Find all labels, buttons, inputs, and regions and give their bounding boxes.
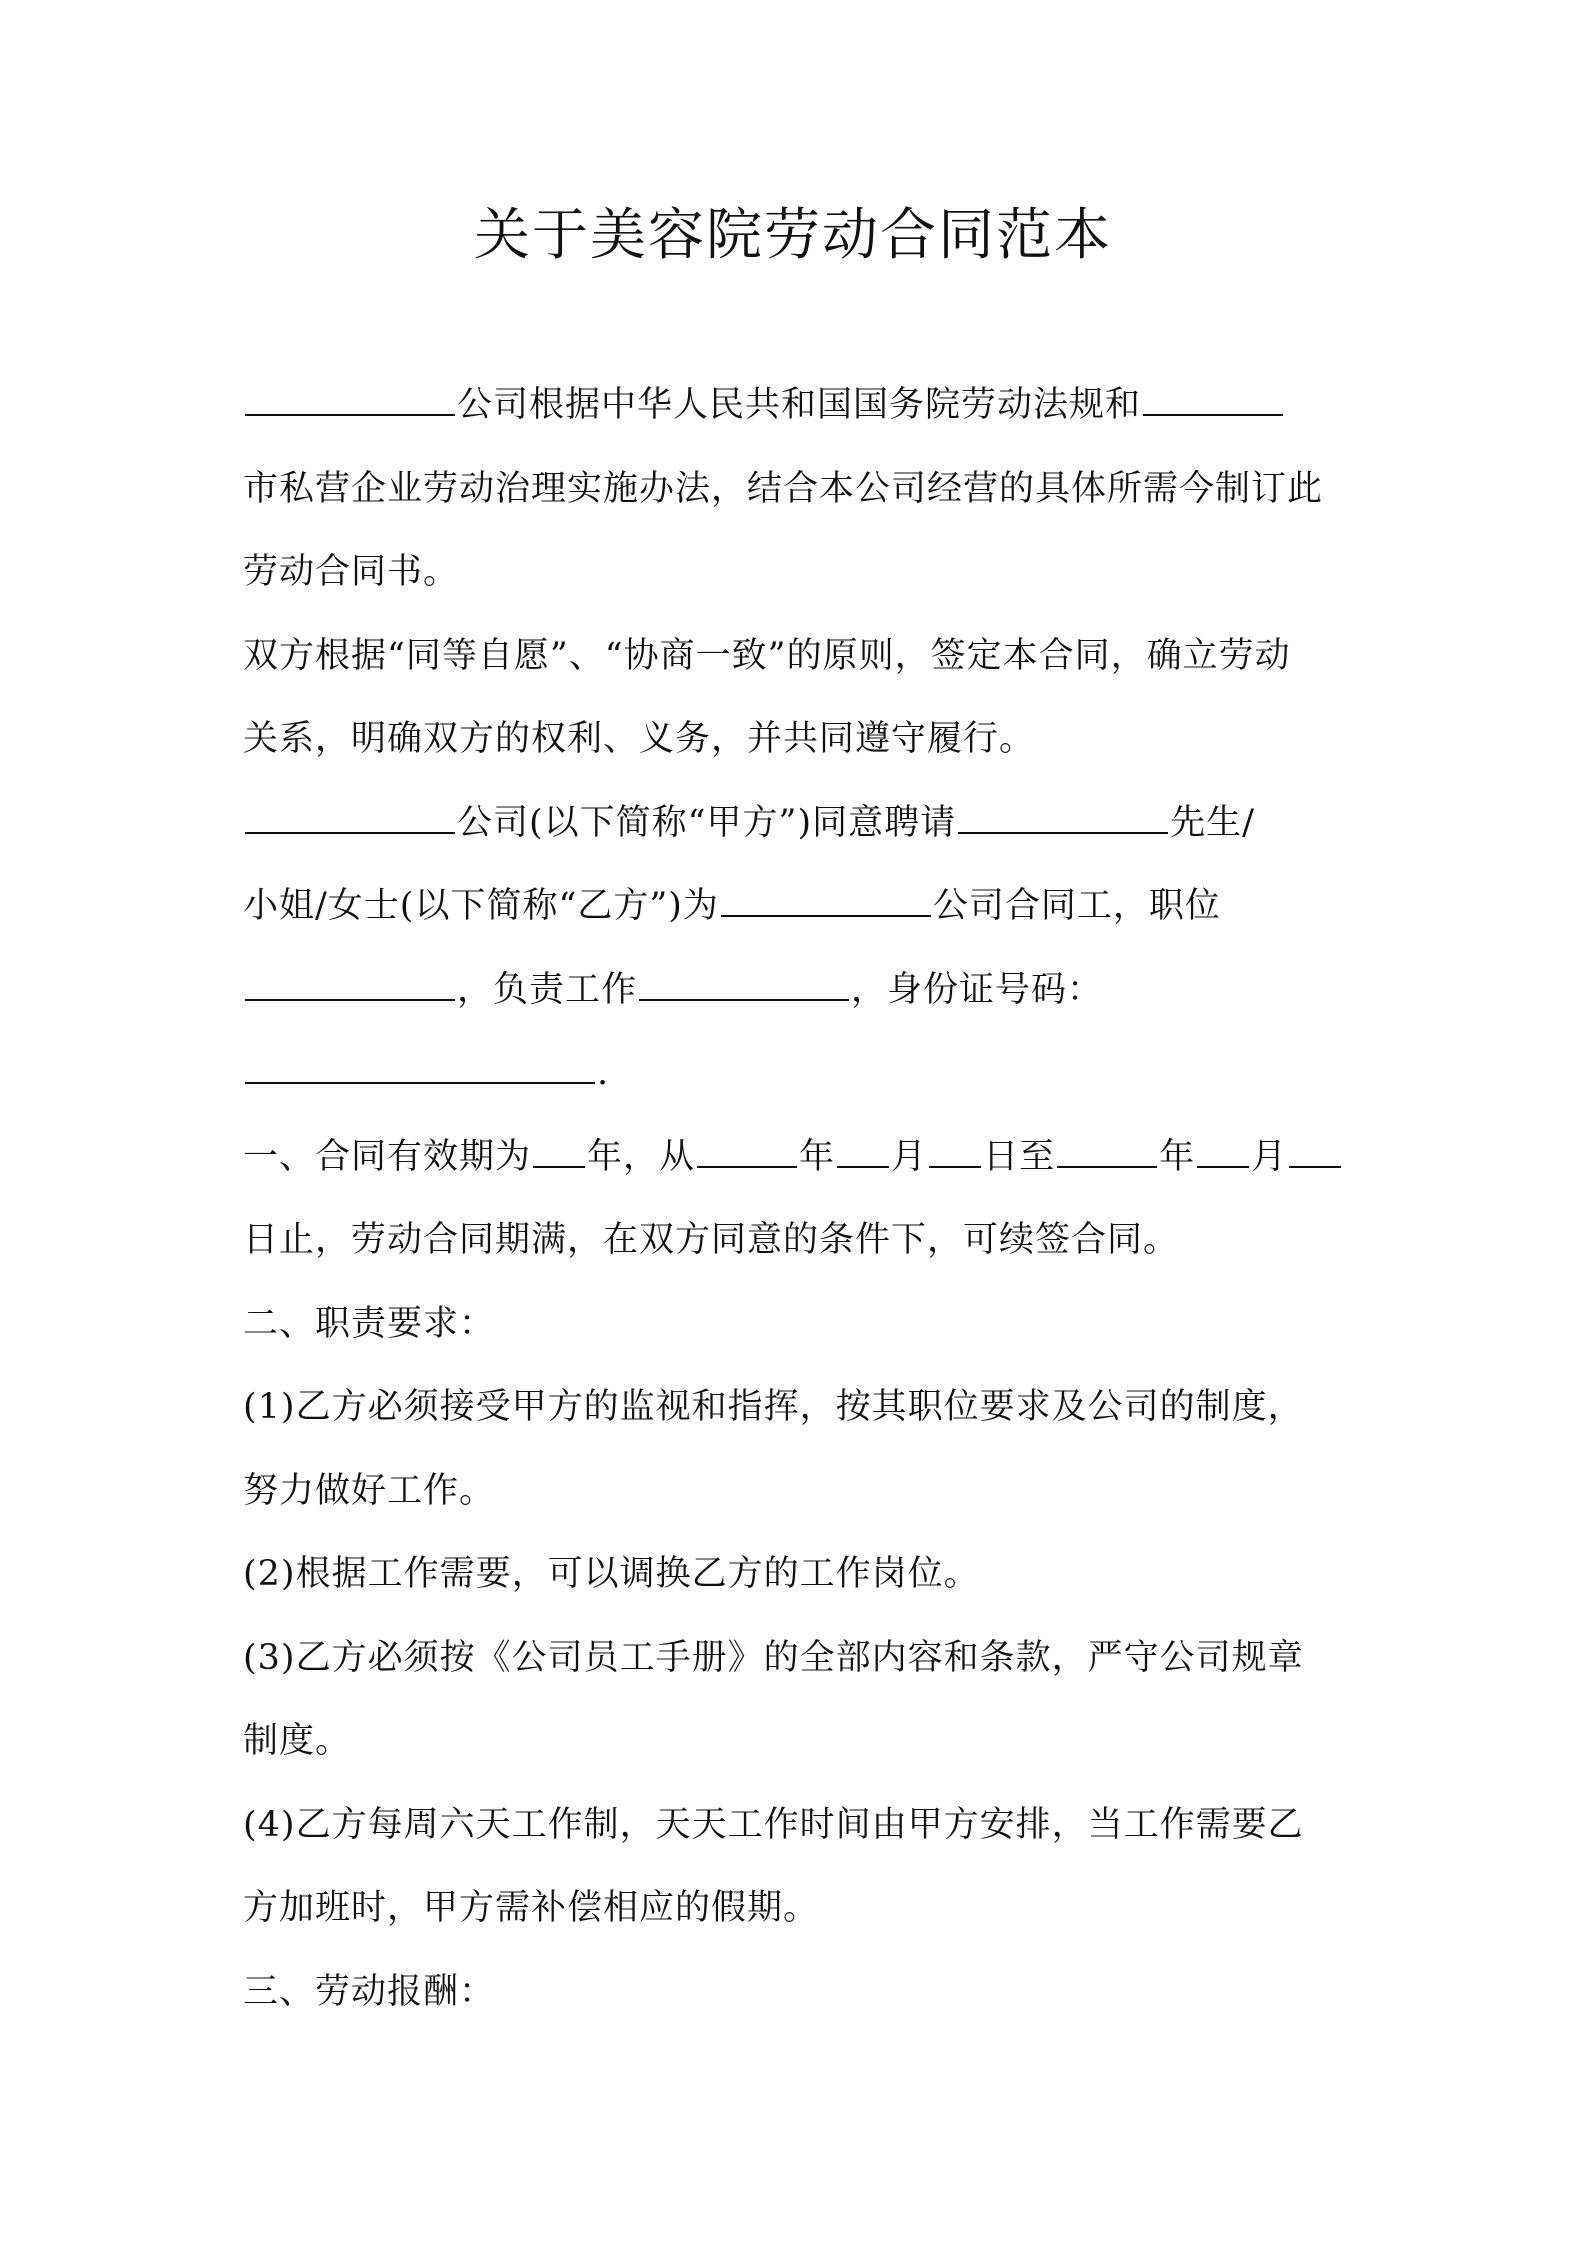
paragraph-line [243, 1199, 1363, 1283]
blank-field [245, 973, 455, 1001]
text-segment: 公司根据中华人民共和国国务院劳动法规和 [457, 385, 1142, 425]
section-heading [243, 1283, 1363, 1367]
text-segment: 公司(以下简称“甲方”)同意聘请 [457, 802, 957, 843]
blank-field [1143, 388, 1283, 416]
blank-field [533, 1140, 585, 1168]
paragraph-line [243, 865, 1363, 949]
blank-field [1289, 1140, 1341, 1168]
text-segment: 制度。 [243, 1721, 352, 1761]
blank-field [245, 806, 455, 834]
text-segment: 日止，劳动合同期满，在双方同意的条件下，可续签合同。 [243, 1220, 1180, 1260]
section-heading [243, 1951, 1363, 2035]
blank-field [837, 1140, 889, 1168]
text-segment: 日至 [983, 1136, 1056, 1177]
document-body [243, 364, 1363, 2034]
document-title: 关于美容院劳动合同范本 [474, 203, 1112, 268]
text-segment: ，负责工作 [457, 969, 638, 1010]
paragraph-line [243, 1116, 1363, 1200]
text-segment: 先生/ [1170, 802, 1255, 843]
text-segment: 一、合同有效期为 [243, 1136, 532, 1177]
paragraph-line [243, 782, 1363, 866]
blank-field [929, 1140, 981, 1168]
blank-field [958, 806, 1168, 834]
text-segment: 三、劳动报酬： [243, 1971, 496, 2012]
text-segment: (3)乙方必须按《公司员工手册》的全部内容和条款，严守公司规章 [243, 1637, 1304, 1678]
text-segment: 双方根据“同等自愿”、“协商一致”的原则，签定本合同，确立劳动 [243, 635, 1291, 676]
paragraph-line [243, 1700, 1363, 1784]
paragraph-line [243, 1032, 1363, 1116]
text-segment: 年 [799, 1136, 836, 1177]
text-segment: (2)根据工作需要，可以调换乙方的工作岗位。 [243, 1554, 980, 1594]
paragraph-line [243, 615, 1363, 699]
text-segment: . [597, 1053, 610, 1093]
text-segment: 方加班时，甲方需补偿相应的假期。 [243, 1888, 820, 1928]
paragraph-line [243, 1450, 1363, 1534]
text-segment: ，身份证号码： [851, 969, 1104, 1010]
text-segment: 年 [1159, 1136, 1196, 1177]
paragraph-line [243, 1867, 1363, 1951]
paragraph-line [243, 1784, 1363, 1868]
blank-field [697, 1140, 797, 1168]
text-segment: 公司合同工，职位 [932, 886, 1221, 926]
text-segment: (4)乙方每周六天工作制，天天工作时间由甲方安排，当工作需要乙 [243, 1804, 1304, 1845]
paragraph-line [243, 364, 1363, 448]
paragraph-line [243, 531, 1363, 615]
blank-field [639, 973, 849, 1001]
text-segment: 关系，明确双方的权利、义务，并共同遵守履行。 [243, 719, 1036, 759]
blank-field [245, 1056, 595, 1084]
blank-field [245, 388, 455, 416]
paragraph-line [243, 448, 1363, 532]
blank-field [721, 889, 931, 917]
text-segment: 努力做好工作。 [243, 1470, 496, 1511]
paragraph-line [243, 1366, 1363, 1450]
text-segment: 月 [1251, 1136, 1288, 1177]
text-segment: 二、职责要求： [243, 1303, 496, 1344]
blank-field [1197, 1140, 1249, 1168]
text-segment: (1)乙方必须接受甲方的监视和指挥，按其职位要求及公司的制度， [243, 1387, 1304, 1427]
paragraph-line [243, 1533, 1363, 1617]
paragraph-line [243, 698, 1363, 782]
blank-field [1057, 1140, 1157, 1168]
text-segment: 市私营企业劳动治理实施办法，结合本公司经营的具体所需今制订此 [243, 468, 1324, 509]
text-segment: 劳动合同书。 [243, 552, 460, 592]
text-segment: 月 [891, 1136, 928, 1177]
text-segment: 小姐/女士(以下简称“乙方”)为 [243, 886, 719, 926]
text-segment: 年，从 [587, 1136, 696, 1177]
paragraph-line [243, 949, 1363, 1033]
paragraph-line [243, 1617, 1363, 1701]
